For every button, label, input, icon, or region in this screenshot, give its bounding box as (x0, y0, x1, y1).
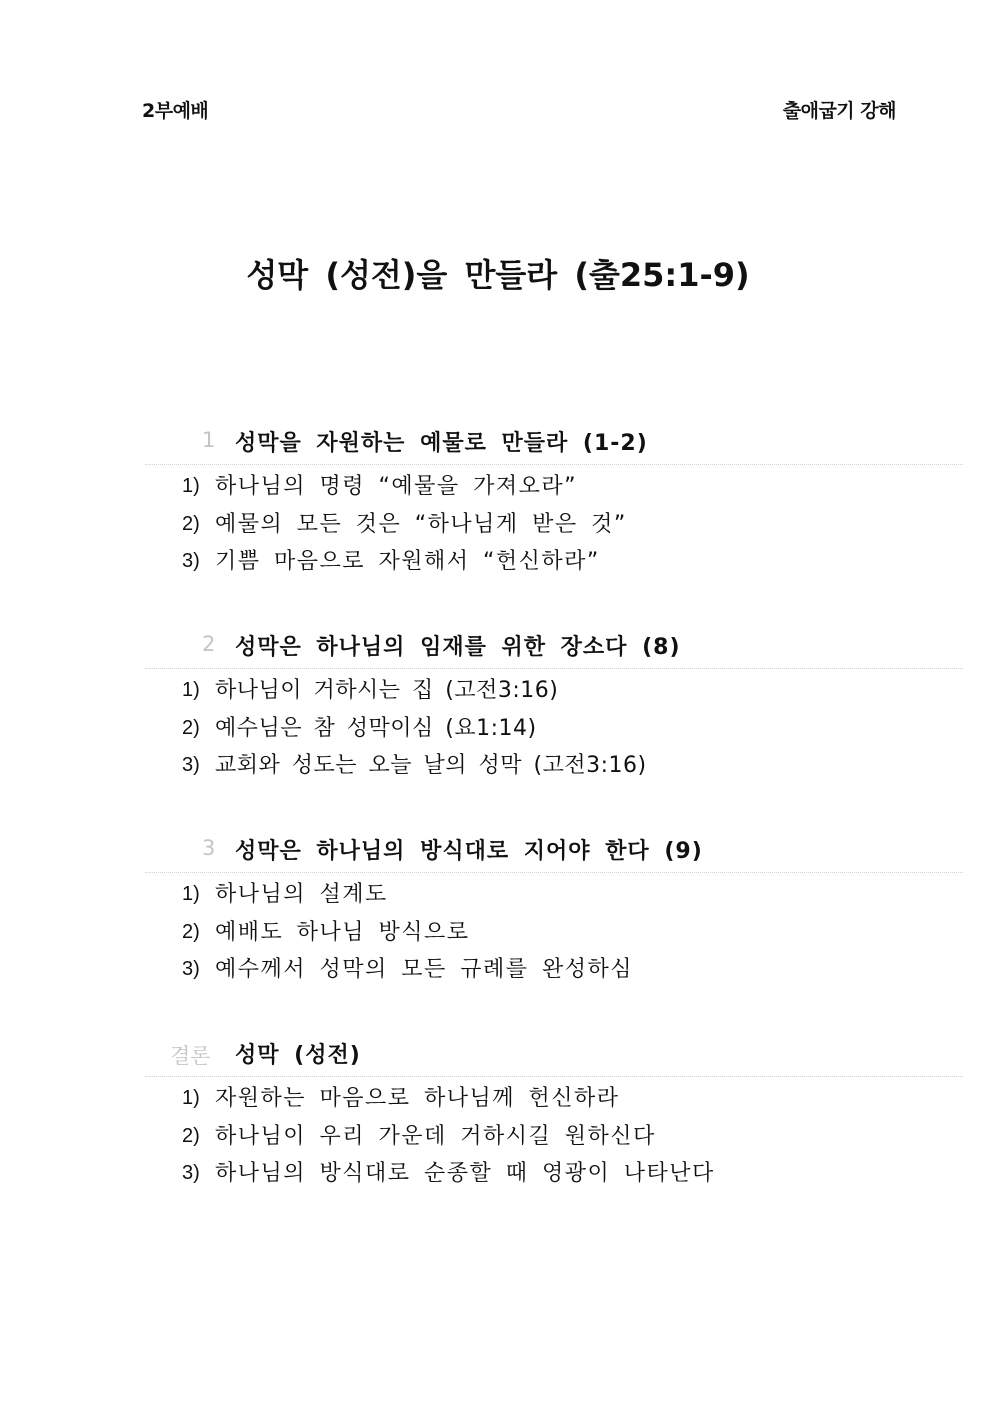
item-number: 1) (182, 475, 200, 497)
item-number: 1) (182, 679, 200, 701)
section-heading (145, 1036, 963, 1077)
list-item (145, 876, 963, 914)
list-item (145, 710, 963, 748)
sermon-title: 성막 (성전)을 만들라 (출25:1-9) (246, 256, 750, 294)
item-number: 2) (182, 920, 200, 943)
section-items (145, 876, 963, 989)
item-number: 3) (182, 754, 200, 776)
item-text: 자원하는 마음으로 하나님께 헌신하라 (215, 1086, 620, 1111)
section-number: 결론 (170, 1044, 211, 1068)
list-item (145, 506, 963, 544)
list-item (145, 468, 963, 506)
list-item (145, 1155, 963, 1193)
series-label: 출애굽기 강해 (782, 100, 896, 122)
section-number: 2 (202, 632, 216, 656)
list-item (145, 951, 963, 989)
section-number: 1 (202, 428, 216, 452)
list-item (145, 672, 963, 710)
item-text: 하나님의 방식대로 순종할 때 영광이 나타난다 (215, 1161, 715, 1186)
item-number: 3) (182, 958, 200, 980)
service-label: 2부예배 (142, 100, 209, 122)
item-number: 3) (182, 1162, 200, 1184)
item-text: 예물의 모든 것은 “하나님게 받은 것” (215, 511, 627, 537)
item-text: 하나님의 설계도 (215, 882, 388, 907)
section-1 (145, 424, 963, 581)
section-title: 성막을 자원하는 예물로 만들라 (1-2) (235, 431, 648, 456)
item-number: 2) (182, 512, 200, 535)
item-number: 2) (182, 716, 200, 739)
section-title: 성막은 하나님의 방식대로 지어야 한다 (9) (235, 839, 703, 864)
section-items (145, 672, 963, 785)
list-item (145, 747, 963, 785)
item-number: 1) (182, 1087, 200, 1109)
item-text: 하나님이 우리 가운데 거하시길 원하신다 (215, 1123, 656, 1149)
list-item (145, 543, 963, 581)
item-text: 기쁨 마음으로 자원해서 “헌신하라” (215, 549, 600, 574)
item-text: 하나님의 명령 “예물을 가져오라” (215, 474, 578, 499)
section-heading (145, 424, 963, 465)
section-3 (145, 832, 963, 989)
item-number: 3) (182, 550, 200, 572)
section-items (145, 468, 963, 581)
section-heading (145, 628, 963, 669)
item-text: 교회와 성도는 오늘 날의 성막 (고전3:16) (215, 753, 647, 778)
section-title: 성막은 하나님의 임재를 위한 장소다 (8) (235, 635, 681, 660)
item-text: 하나님이 거하시는 집 (고전3:16) (215, 678, 559, 703)
section-title: 성막 (성전) (235, 1043, 361, 1068)
section-2 (145, 628, 963, 785)
list-item (145, 1118, 963, 1156)
section-heading (145, 832, 963, 873)
section-number: 3 (202, 836, 216, 860)
list-item (145, 1080, 963, 1118)
item-number: 2) (182, 1124, 200, 1147)
section-conclusion (145, 1036, 963, 1193)
item-text: 예배도 하나님 방식으로 (215, 919, 470, 945)
item-text: 예수님은 참 성막이심 (요1:14) (215, 715, 537, 741)
item-number: 1) (182, 883, 200, 905)
section-items (145, 1080, 963, 1193)
list-item (145, 914, 963, 952)
item-text: 예수께서 성막의 모든 규례를 완성하심 (215, 957, 634, 982)
